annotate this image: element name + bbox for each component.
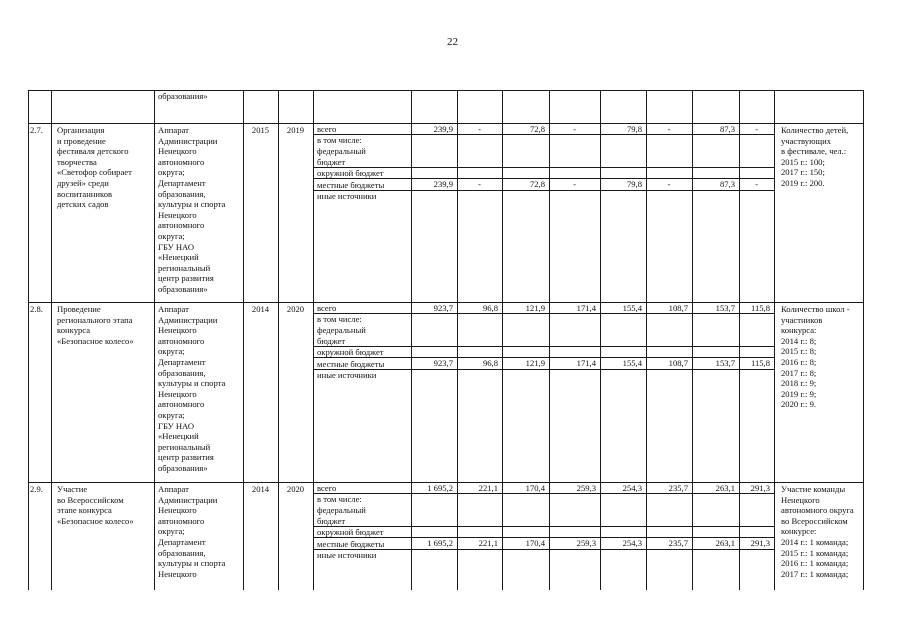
total-value: 239,9	[433, 124, 453, 134]
executor-line: округа;	[158, 410, 185, 420]
column-border-11	[646, 90, 647, 590]
finance-source-label: всего	[317, 303, 337, 313]
total-value: 291,3	[750, 483, 770, 493]
result-line: 2016 г.: 1 команда;	[781, 558, 849, 569]
okrug-budget-value: 291,3	[750, 538, 770, 548]
column-border-15	[863, 90, 864, 590]
executor-line: Ненецкого	[158, 325, 197, 336]
executor-line: образования»	[158, 284, 208, 294]
section-number: 2.8.	[30, 304, 43, 314]
total-value: 115,8	[750, 303, 770, 313]
okrug-budget-value: 923,7	[433, 358, 453, 368]
finance-source-label: в том числе:	[317, 314, 362, 324]
executor-tail-line: образования»	[158, 91, 208, 101]
end-year: 2020	[286, 304, 305, 314]
result-line: участников	[781, 314, 823, 325]
start-year: 2015	[251, 125, 270, 135]
activity-name-line: во Всероссийском	[57, 494, 124, 505]
okrug-budget-value: 108,7	[668, 358, 688, 368]
finance-source-label: окружной бюджет	[317, 168, 384, 178]
executor-line: Ненецкого	[158, 388, 197, 399]
executor-line: образования,	[158, 547, 206, 558]
executor-line: округа;	[158, 167, 185, 178]
column-border-12	[692, 90, 693, 590]
finance-source-label: иные источники	[317, 191, 377, 201]
executor-line: округа;	[158, 526, 185, 537]
executor-line: образования,	[158, 367, 206, 378]
start-year: 2014	[251, 304, 270, 314]
total-value: 171,4	[576, 303, 596, 313]
result-line: в фестивале, чел.:	[781, 146, 847, 157]
result-line: Ненецкого	[781, 494, 820, 505]
result-line: Количество детей,	[781, 125, 849, 135]
activity-name-line: этапе конкурса	[57, 505, 112, 516]
column-border-4	[278, 90, 279, 590]
column-border-14	[774, 90, 775, 590]
activity-name-line: друзей» среди	[57, 178, 109, 188]
okrug-budget-value: -	[755, 179, 758, 189]
total-value: 1 695,2	[427, 483, 453, 493]
okrug-budget-value: 263,1	[715, 538, 735, 548]
activity-name-line: Организация	[57, 125, 105, 135]
executor-line: Ненецкого	[158, 568, 197, 579]
executor-line: округа;	[158, 346, 185, 357]
executor-line: Аппарат	[158, 125, 189, 135]
okrug-budget-value: 96,8	[482, 358, 498, 368]
okrug-budget-value: 155,4	[622, 358, 642, 368]
executor-line: «Ненецкий	[158, 252, 199, 263]
column-border-7	[457, 90, 458, 590]
executor-line: «Ненецкий	[158, 431, 199, 442]
result-line: автономного округа	[781, 505, 854, 516]
executor-line: Администрации	[158, 494, 218, 505]
executor-line: автономного	[158, 220, 205, 231]
finance-source-label: всего	[317, 483, 337, 493]
activity-name-line: творчества	[57, 156, 97, 167]
executor-line: региональный	[158, 262, 211, 273]
result-line: 2019 г.: 9;	[781, 388, 817, 399]
activity-name-line: воспитанников	[57, 188, 113, 199]
okrug-budget-value: 239,9	[433, 179, 453, 189]
result-line: во Всероссийском	[781, 515, 848, 526]
finance-source-label: окружной бюджет	[317, 347, 384, 357]
executor-line: автономного	[158, 399, 205, 410]
end-year: 2019	[286, 125, 305, 135]
okrug-budget-value: 259,3	[576, 538, 596, 548]
activity-name-line: Проведение	[57, 304, 101, 314]
finance-source-label: иные источники	[317, 550, 377, 560]
result-line: Участие команды	[781, 484, 846, 494]
finance-source-label: бюджет	[317, 335, 346, 346]
executor-line: Администрации	[158, 314, 218, 325]
total-value: 79,8	[626, 124, 642, 134]
total-value: 72,8	[529, 124, 545, 134]
result-line: 2019 г.: 200.	[781, 178, 825, 188]
section-number: 2.9.	[30, 484, 43, 494]
end-year: 2020	[286, 484, 305, 494]
result-line: 2018 г.: 9;	[781, 378, 817, 389]
executor-line: автономного	[158, 156, 205, 167]
total-value: 263,1	[715, 483, 735, 493]
okrug-budget-value: -	[573, 179, 576, 189]
column-border-10	[600, 90, 601, 590]
executor-line: образования,	[158, 188, 206, 199]
total-value: -	[573, 124, 576, 134]
finance-source-label: иные источники	[317, 370, 377, 380]
finance-source-label: в том числе:	[317, 135, 362, 145]
finance-source-label: бюджет	[317, 156, 346, 167]
finance-source-label: бюджет	[317, 515, 346, 526]
total-value: 170,4	[525, 483, 545, 493]
result-line: конкурсе:	[781, 526, 817, 537]
executor-line: Департамент	[158, 178, 206, 188]
okrug-budget-value: 87,3	[719, 179, 735, 189]
total-value: 235,7	[668, 483, 688, 493]
finance-source-label: федеральный	[317, 325, 366, 335]
total-value: 96,8	[482, 303, 498, 313]
result-line: 2016 г.: 8;	[781, 357, 817, 367]
result-line: 2015 г.: 100;	[781, 156, 825, 167]
activity-name-line: фестиваля детского	[57, 146, 129, 157]
okrug-budget-value: 121,9	[525, 358, 545, 368]
column-border-5	[313, 90, 314, 590]
finance-source-label: местные бюджеты	[317, 539, 385, 549]
total-value: 87,3	[719, 124, 735, 134]
executor-line: Департамент	[158, 537, 206, 547]
section-number: 2.7.	[30, 125, 43, 135]
executor-line: образования»	[158, 463, 208, 473]
okrug-budget-value: 171,4	[576, 358, 596, 368]
column-border-0	[28, 90, 29, 590]
executor-line: автономного	[158, 515, 205, 526]
executor-line: центр развития	[158, 452, 214, 463]
total-value: 221,1	[478, 483, 498, 493]
executor-line: Ненецкого	[158, 505, 197, 516]
column-border-6	[411, 90, 412, 590]
okrug-budget-value: -	[478, 179, 481, 189]
column-border-3	[243, 90, 244, 590]
executor-line: культуры и спорта	[158, 558, 226, 569]
okrug-budget-value: 115,8	[750, 358, 770, 368]
total-value: -	[755, 124, 758, 134]
column-border-2	[154, 90, 155, 590]
column-border-1	[51, 90, 52, 590]
result-line: 2014 г.: 8;	[781, 335, 817, 346]
total-value: -	[478, 124, 481, 134]
okrug-budget-value: 221,1	[478, 538, 498, 548]
activity-name-line: детских садов	[57, 199, 109, 210]
page-number: 22	[447, 36, 458, 48]
executor-line: автономного	[158, 335, 205, 346]
executor-line: центр развития	[158, 273, 214, 284]
activity-name-line: «Безопасное колесо»	[57, 515, 134, 526]
finance-source-label: федеральный	[317, 505, 366, 515]
okrug-budget-value: 1 695,2	[427, 538, 453, 548]
result-line: участвующих	[781, 135, 831, 146]
activity-name-line: Участие	[57, 484, 88, 494]
executor-line: культуры и спорта	[158, 199, 226, 210]
executor-line: региональный	[158, 441, 211, 452]
start-year: 2014	[251, 484, 270, 494]
finance-source-label: окружной бюджет	[317, 527, 384, 537]
okrug-budget-value: 72,8	[529, 179, 545, 189]
executor-line: Ненецкого	[158, 146, 197, 157]
executor-line: Аппарат	[158, 484, 189, 494]
finance-source-label: местные бюджеты	[317, 180, 385, 190]
executor-line: ГБУ НАО	[158, 241, 195, 252]
result-line: Количество школ -	[781, 304, 850, 314]
okrug-budget-value: 79,8	[626, 179, 642, 189]
total-value: 121,9	[525, 303, 545, 313]
executor-line: Администрации	[158, 135, 218, 146]
total-value: 153,7	[715, 303, 735, 313]
okrug-budget-value: -	[667, 179, 671, 189]
result-line: 2015 г.: 8;	[781, 346, 817, 357]
okrug-budget-value: 153,7	[715, 358, 735, 368]
activity-name-line: регионального этапа	[57, 314, 133, 325]
column-border-8	[502, 90, 503, 590]
activity-name-line: «Безопасное колесо»	[57, 335, 134, 346]
executor-line: культуры и спорта	[158, 378, 226, 389]
activity-name-line: и проведение	[57, 135, 106, 146]
finance-source-label: в том числе:	[317, 494, 362, 504]
okrug-budget-value: 254,3	[622, 538, 642, 548]
result-line: 2014 г.: 1 команда;	[781, 537, 849, 547]
result-line: конкурса:	[781, 325, 817, 336]
total-value: 254,3	[622, 483, 642, 493]
okrug-budget-value: 170,4	[525, 538, 545, 548]
total-value: 155,4	[622, 303, 642, 313]
executor-line: Департамент	[158, 357, 206, 367]
finance-source-label: всего	[317, 124, 337, 134]
executor-line: Аппарат	[158, 304, 189, 314]
result-line: 2017 г.: 150;	[781, 167, 825, 178]
total-value: 259,3	[576, 483, 596, 493]
result-line: 2020 г.: 9.	[781, 399, 817, 410]
result-line: 2015 г.: 1 команда;	[781, 547, 849, 558]
result-line: 2017 г.: 8;	[781, 367, 817, 378]
total-value: 923,7	[433, 303, 453, 313]
total-value: 108,7	[668, 303, 688, 313]
finance-source-label: местные бюджеты	[317, 359, 385, 369]
activity-name-line: «Светофор собирает	[57, 167, 132, 178]
finance-source-label: федеральный	[317, 146, 366, 156]
column-border-9	[549, 90, 550, 590]
total-value: -	[667, 124, 671, 134]
activity-name-line: конкурса	[57, 325, 91, 336]
column-border-13	[739, 90, 740, 590]
executor-line: ГБУ НАО	[158, 420, 195, 431]
executor-line: Ненецкого	[158, 209, 197, 220]
okrug-budget-value: 235,7	[668, 538, 688, 548]
executor-line: округа;	[158, 231, 185, 241]
result-line: 2017 г.: 1 команда;	[781, 568, 849, 579]
